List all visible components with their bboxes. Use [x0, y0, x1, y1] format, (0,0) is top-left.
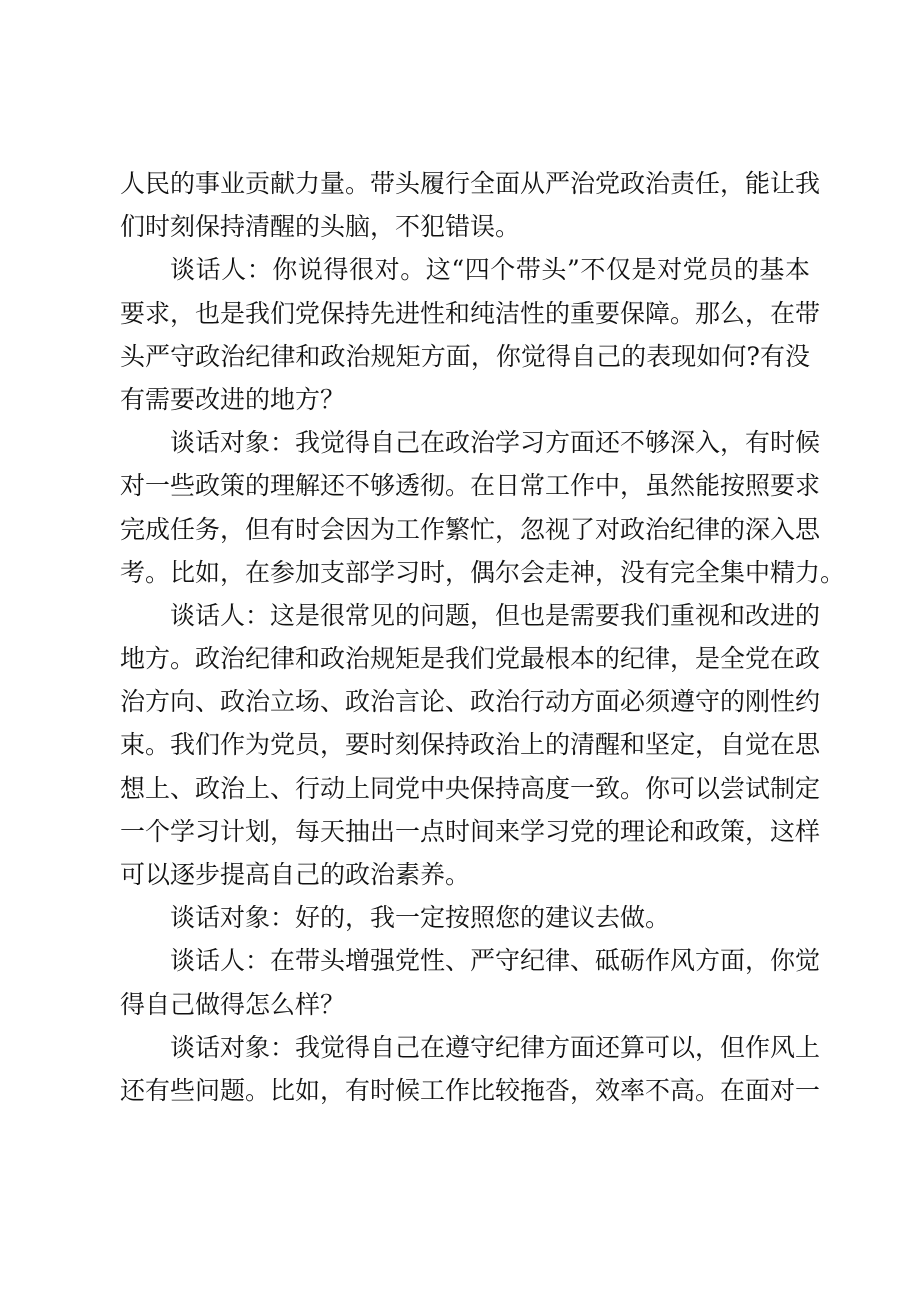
text-line: 谈话对象：我觉得自己在遵守纪律方面还算可以，但作风上 — [170, 1032, 821, 1062]
text-line: 要求，也是我们党保持先进性和纯洁性的重要保障。那么，在带 — [120, 298, 821, 328]
text-line: 有需要改进的地方？ — [120, 384, 346, 414]
paragraph-4 — [120, 594, 821, 896]
text-line: 可以逐步提高自己的政治素养。 — [120, 860, 471, 889]
text-line: 治方向、政治立场、政治言论、政治行动方面必须遵守的刚性约 — [120, 687, 821, 717]
text-line: 谈话人：这是很常见的问题，但也是需要我们重视和改进的 — [170, 600, 821, 630]
text-line: 谈话人：在带头增强党性、严守纪律、砥砺作风方面，你觉 — [170, 946, 821, 976]
text-line: 地方。政治纪律和政治规矩是我们党最根本的纪律，是全党在政 — [120, 644, 821, 674]
paragraph-6 — [120, 939, 821, 1025]
text-line: 头严守政治纪律和政治规矩方面，你觉得自己的表现如何?有没 — [120, 341, 810, 371]
text-line: 谈话对象：我觉得自己在政治学习方面还不够深入，有时候 — [170, 428, 821, 458]
text-line: 一个学习计划，每天抽出一点时间来学习党的理论和政策，这样 — [120, 816, 821, 846]
text-line: 谈话对象：好的，我一定按照您的建议去做。 — [170, 903, 671, 933]
paragraph-7 — [120, 1026, 821, 1112]
text-line: 们时刻保持清醒的头脑，不犯错误。 — [120, 212, 521, 242]
text-line: 完成任务，但有时会因为工作繁忙，忽视了对政治纪律的深入思 — [120, 514, 821, 544]
text-line: 人民的事业贡献力量。带头履行全面从严治党政治责任，能让我 — [120, 169, 821, 198]
text-line: 还有些问题。比如，有时候工作比较拖沓，效率不高。在面对一 — [120, 1075, 821, 1105]
text-line: 束。我们作为党员，要时刻保持政治上的清醒和坚定，自觉在思 — [120, 730, 821, 760]
paragraph-2 — [120, 248, 821, 421]
text-line: 谈话人：你说得很对。这“四个带头”不仅是对党员的基本 — [170, 255, 810, 285]
text-line: 想上、政治上、行动上同党中央保持高度一致。你可以尝试制定 — [120, 773, 821, 803]
text-line: 得自己做得怎么样？ — [120, 989, 346, 1019]
document-body — [120, 162, 846, 1112]
paragraph-1 — [120, 162, 821, 248]
text-line: 对一些政策的理解还不够透彻。在日常工作中，虽然能按照要求 — [120, 471, 821, 501]
text-line: 考。比如，在参加支部学习时，偶尔会走神，没有完全集中精力。 — [120, 557, 846, 587]
paragraph-5 — [120, 896, 810, 939]
paragraph-3 — [120, 421, 846, 594]
